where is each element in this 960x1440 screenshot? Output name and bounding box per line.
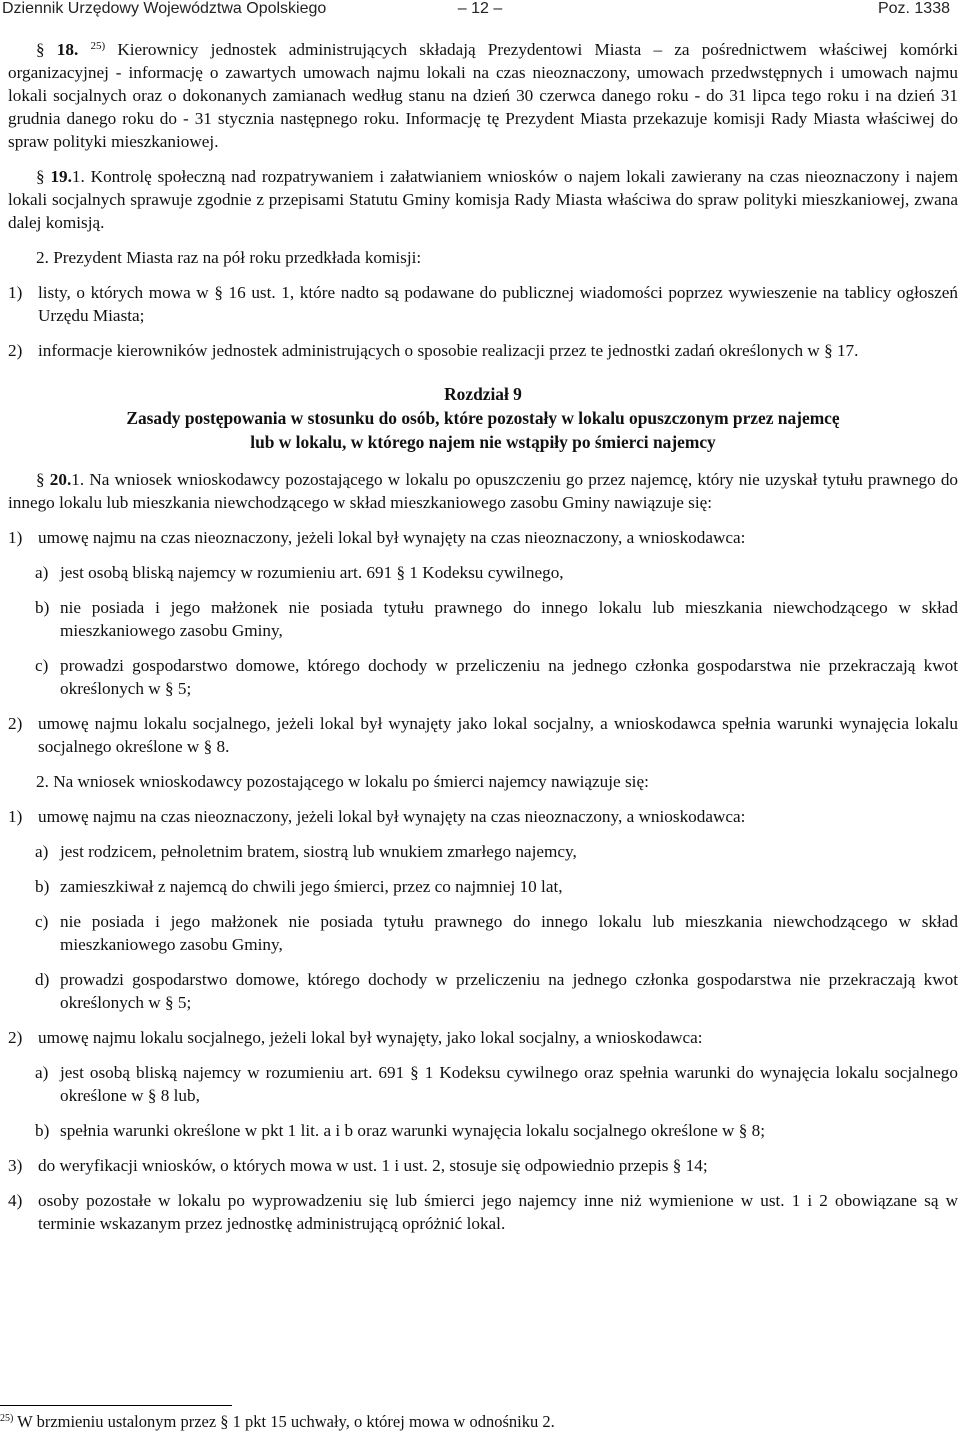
list-item-text: listy, o których mowa w § 16 ust. 1, które nadto są podawane do publicznej wiadomości poprzez wywieszenie na tablicy ogłoszeń Urzędu Miasta; — [38, 283, 958, 325]
list-subitem-letter: b) — [35, 1121, 50, 1140]
list-subitem-letter: a) — [35, 842, 49, 861]
list-subitem — [8, 840, 958, 863]
list-item — [8, 526, 958, 549]
section-20-para-1: § 20.1. Na wniosek wnioskodawcy pozostającego w lokalu po opuszczeniu go przez najemcę, który nie uzyskał tytułu prawnego do innego lokalu lub mieszkania niewchodzącego w skład mieszkaniowego zasobu Gminy nawiązuje się: — [8, 470, 959, 512]
list-subitem — [8, 910, 958, 956]
list-item — [8, 1189, 958, 1235]
list-subitem-text: spełnia warunki określone w pkt 1 lit. a i b oraz warunki wynajęcia lokalu socjalnego określone w § 8; — [60, 1121, 765, 1140]
section-20-para-2: 2. Na wniosek wnioskodawcy pozostającego w lokalu po śmierci najemcy nawiązuje się: — [36, 772, 649, 791]
section-19-para-1-text: Kontrolę społeczną nad rozpatrywaniem i załatwianiem wniosków o najem lokali zawierany na czas nieoznaczony i najem lokali socjalnych sprawuje zgodnie z przepisami Statutu Gminy komisja Rady Miasta właściwa do spraw polityki mieszkaniowej, zwana dalej komisją. — [8, 167, 959, 232]
list-item — [8, 712, 958, 758]
list-subitem — [8, 1061, 958, 1107]
list-subitem-text: jest rodzicem, pełnoletnim bratem, siostrą lub wnukiem zmarłego najemcy, — [60, 842, 577, 861]
list-item-number: 2) — [8, 341, 23, 360]
journal-title: Dziennik Urzędowy Województwa Opolskiego — [2, 0, 327, 17]
list-item-text: osoby pozostałe w lokalu po wyprowadzeniu się lub śmierci jego najemcy inne niż wymienione w ust. 1 i 2 obowiązane są w terminie wskazanym przez jednostkę administrującą opróżnić lokal. — [38, 1191, 958, 1233]
list-subitem-text: jest osobą bliską najemcy w rozumieniu art. 691 § 1 Kodeksu cywilnego, — [60, 563, 564, 582]
list-subitem-letter: a) — [35, 563, 49, 582]
list-subitem — [8, 1119, 958, 1142]
list-item-number: 3) — [8, 1156, 23, 1175]
list-subitem-text: nie posiada i jego małżonek nie posiada tytułu prawnego do innego lokalu lub mieszkania niewchodzącego w skład mieszkaniowego zasobu Gminy, — [60, 598, 958, 640]
list-subitem-letter: b) — [35, 877, 50, 896]
list-item-text: umowę najmu na czas nieoznaczony, jeżeli lokal był wynajęty na czas nieoznaczony, a wnioskodawca: — [38, 807, 746, 826]
list-item-number: 2) — [8, 714, 23, 733]
chapter-subtitle-line-1: Zasady postępowania w stosunku do osób, które pozostały w lokalu opuszczonym przez najemcę — [126, 408, 840, 428]
chapter-heading — [8, 382, 958, 454]
footnote-mark: 25) — [0, 1413, 14, 1424]
chapter-title: Rozdział 9 — [444, 384, 522, 404]
list-subitem — [8, 875, 958, 898]
list-subitem — [8, 596, 958, 642]
footnote — [0, 1412, 950, 1432]
list-subitem — [8, 968, 958, 1014]
list-item-text: do weryfikacji wniosków, o których mowa w ust. 1 i ust. 2, stosuje się odpowiednio przepis § 14; — [38, 1156, 708, 1175]
footnote-divider — [0, 1405, 232, 1406]
list-subitem-letter: b) — [35, 598, 50, 617]
list-item-text: informacje kierowników jednostek administrujących o sposobie realizacji przez te jednostki zadań określonych w § 17. — [38, 341, 859, 360]
section-19-para-2: 2. Prezydent Miasta raz na pół roku przedkłada komisji: — [36, 248, 422, 267]
document-body — [8, 38, 958, 1235]
list-subitem-letter: c) — [35, 656, 49, 675]
list-item-number: 1) — [8, 807, 23, 826]
section-20-para-1-number: 1. — [71, 470, 85, 489]
section-19-number: 19. — [50, 167, 72, 186]
list-subitem-text: prowadzi gospodarstwo domowe, którego dochody w przeliczeniu na jednego członka gospodarstwa nie przekraczają kwot określonych w § 5; — [60, 970, 958, 1012]
list-item — [8, 1154, 958, 1177]
list-subitem — [8, 654, 958, 700]
section-19-para-1-number: 1. — [71, 167, 85, 186]
list-subitem-text: nie posiada i jego małżonek nie posiada tytułu prawnego do innego lokalu lub mieszkania niewchodzącego w skład mieszkaniowego zasobu Gminy, — [60, 912, 958, 954]
list-item-text: umowę najmu lokalu socjalnego, jeżeli lokal był wynajęty, jako lokal socjalny, a wnioskodawca: — [38, 1028, 703, 1047]
page-number: – 12 – — [457, 0, 503, 17]
list-item-text: umowę najmu na czas nieoznaczony, jeżeli lokal był wynajęty na czas nieoznaczony, a wnioskodawca: — [38, 528, 746, 547]
list-item-number: 1) — [8, 283, 23, 302]
list-item-number: 1) — [8, 528, 23, 547]
list-item — [8, 339, 958, 362]
list-subitem — [8, 561, 958, 584]
section-20-para-1-text: Na wniosek wnioskodawcy pozostającego w lokalu po opuszczeniu go przez najemcę, który nie uzyskał tytułu prawnego do innego lokalu lub mieszkania niewchodzącego w skład mieszkaniowego zasobu Gminy nawiązuje się: — [8, 470, 959, 512]
list-subitem-text: prowadzi gospodarstwo domowe, którego dochody w przeliczeniu na jednego członka gospodarstwa nie przekraczają kwot określonych w § 5; — [60, 656, 958, 698]
list-item-number: 4) — [8, 1191, 23, 1210]
footnote-ref: 25) — [90, 40, 106, 52]
list-item — [8, 805, 958, 828]
list-subitem-letter: d) — [35, 970, 50, 989]
section-18-text: Kierownicy jednostek administrujących składają Prezydentowi Miasta – za pośrednictwem właściwej komórki organizacyjnej - informację o zawartych umowach najmu lokali na czas nieoznaczony, umowach przedwstępnych i umowach najmu lokali socjalnych oraz o dokonanych zamianach według stanu na dzień 30 czerwca danego roku - do 31 lipca tego roku i na dzień 31 grudnia danego roku do - 31 stycznia następnego roku. Informację tę Prezydent Miasta przekazuje komisji Rady Miasta właściwej do spraw polityki mieszkaniowej. — [8, 40, 959, 151]
section-18-number: 18. — [56, 40, 79, 59]
footnote-text: W brzmieniu ustalonym przez § 1 pkt 15 uchwały, o której mowa w odnośniku 2. — [17, 1412, 555, 1431]
position-number: Poz. 1338 — [877, 0, 950, 17]
list-subitem-letter: a) — [35, 1063, 49, 1082]
list-item-number: 2) — [8, 1028, 23, 1047]
list-subitem-letter: c) — [35, 912, 49, 931]
list-subitem-text: zamieszkiwał z najemcą do chwili jego śmierci, przez co najmniej 10 lat, — [60, 877, 563, 896]
list-item — [8, 1026, 958, 1049]
list-subitem-text: jest osobą bliską najemcy w rozumieniu art. 691 § 1 Kodeksu cywilnego oraz spełnia warunki do wynajęcia lokalu socjalnego określone w § 8 lub, — [60, 1063, 958, 1105]
section-20-number: 20. — [49, 470, 72, 489]
list-item — [8, 281, 958, 327]
section-18: § 18. $^{25)}$ Kierownicy jednostek administrujących składają Prezydentowi Miasta – za pośrednictwem właściwej komórki organizacyjnej - informację o zawartych umowach najmu lokali na czas nieoznaczony, umowach przedwstępnych i umowach najmu lokali socjalnych oraz o dokonanych zamianach według stanu na dzień 30 czerwca danego roku - do 31 lipca tego roku i na dzień 31 grudnia danego roku do - 31 stycznia następnego roku. Informację tę Prezydent Miasta przekazuje komisji Rady Miasta właściwej do spraw polityki mieszkaniowej. — [8, 40, 959, 151]
chapter-subtitle-line-2: lub w lokalu, w którego najem nie wstąpiły po śmierci najemcy — [250, 432, 716, 452]
section-19-para-1: § 19.1. Kontrolę społeczną nad rozpatrywaniem i załatwianiem wniosków o najem lokali zawierany na czas nieoznaczony i najem lokali socjalnych sprawuje zgodnie z przepisami Statutu Gminy komisja Rady Miasta właściwa do spraw polityki mieszkaniowej, zwana dalej komisją. — [8, 167, 959, 232]
page-header — [0, 0, 950, 22]
list-item-text: umowę najmu lokalu socjalnego, jeżeli lokal był wynajęty jako lokal socjalny, a wnioskodawca spełnia warunki wynajęcia lokalu socjalnego określone w § 8. — [38, 714, 958, 756]
